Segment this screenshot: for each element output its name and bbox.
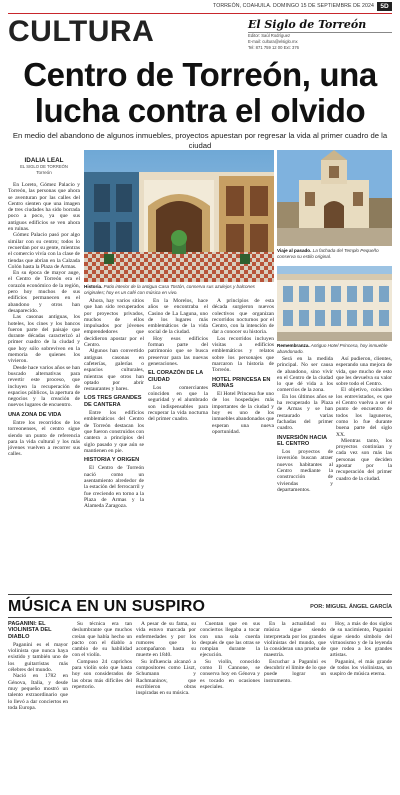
article-column-4 <box>212 298 274 590</box>
paragraph: Escuchar a Paganini es descubrir el límite de lo que puede lograr un instrumento. <box>264 658 326 684</box>
masthead-editor: Editor: Saúl Rodríguez <box>248 33 291 38</box>
caption-text: Patio interior de la antigua Casa Tostón, conserva sus azulejos y balcones originales; hoy es un café con música en vivo. <box>84 284 255 295</box>
byline-city: Torreón <box>36 170 52 175</box>
paragraph: Hoy, a más de dos siglos de su nacimiento, Paganini sigue siendo símbolo del virtuosismo y de la leyenda que rodea a los grandes artistas. <box>330 621 392 659</box>
article-column-5 <box>277 356 333 590</box>
paragraph: Mientras tanto, los proyectos continúan y cada vez son más las personas que deciden apostar por la recuperación del primer cuadro de la ciudad. <box>336 437 392 482</box>
paragraph: Entre los edificios emblemáticos del Centro de Torreón destacan los que fueron construidos con cantera a principios del siglo pasado y que aún se mantienen en pie. <box>84 410 144 454</box>
paragraph: Su influencia alcanzó a compositores como Liszt, Schumann y Rachmaninov, que escribieron obras inspiradas en su música. <box>136 658 196 697</box>
article-byline <box>8 157 80 176</box>
section-title: CULTURA <box>8 15 155 48</box>
photo-hotel-caption <box>277 343 392 354</box>
photo-church-facade <box>277 150 392 246</box>
photo-courtyard-caption <box>84 284 274 295</box>
bottom-section-title: MÚSICA EN UN SUSPIRO <box>8 598 206 615</box>
masthead-email: E-mail: cultura@elsiglo.mx <box>248 39 298 44</box>
section-divider <box>8 617 392 618</box>
column-subheading: EL CORAZÓN DE LA CIUDAD <box>148 370 204 383</box>
column-subheading: HOTEL PRINCESA EN RUINAS <box>212 376 271 389</box>
paragraph: En la actualidad su música sigue siendo interpretada por los grandes violinistas del mundo, que la consideran una prueba de maestría. <box>264 621 326 659</box>
paragraph: A principios de esta década surgieron nuevos colectivos que organizan recorridos nocturnos por el Centro, con la intención de dar a conocer su historia. <box>212 298 274 336</box>
photo-old-hotel <box>277 266 392 341</box>
paragraph: Los recorridos incluyen visitas a edificios emblemáticos y relatos sobre los personajes que marcaron la historia de Torreón. <box>212 335 274 374</box>
column-subheading: INVERSIÓN HACIA EL CENTRO <box>277 434 327 447</box>
music-column-3 <box>136 621 196 789</box>
paragraph: Paganini, el más grande de todos los violinistas, un suspiro de música eterna. <box>330 658 392 678</box>
music-column-4 <box>200 621 260 789</box>
photo-church-caption <box>277 248 392 259</box>
column-subheading: HISTORIA Y ORIGEN <box>84 457 140 464</box>
masthead-phone: Tel: 871 759 12 00 Ext: 376 <box>248 45 299 50</box>
paragraph: Su violín, conocido como Il Cannone, se conserva hoy en Génova y es tocado en ocasiones especiales. <box>200 658 260 690</box>
music-subtitle: PAGANINI: EL VIOLINISTA DEL DIABLO <box>8 621 52 640</box>
church-illustration <box>277 150 392 246</box>
paragraph: El objetivo, coinciden los entrevistados, es que el Centro vuelva a ser el punto de encuentro de todos los laguneros, como lo fue durante buena parte del siglo XX. <box>336 387 392 438</box>
column-subheading: LOS TRES GRANDES DE CANTERA <box>84 395 142 408</box>
paragraph: En la Morelos, hace años se encontraba el Casino de La Laguna, uno de los lugares más emblemáticos de la vida social de la ciudad. <box>148 298 208 336</box>
paragraph: Los comerciantes coinciden en que la seguridad y el alumbrado son indispensables para recuperar la vida nocturna del primer cuadro. <box>148 384 208 423</box>
paragraph: Hoy esos edificios forman parte del patrimonio que se busca preservar para las nuevas generaciones. <box>148 335 208 367</box>
column-subheading: UNA ZONA DE VIDA <box>8 411 62 418</box>
paragraph: Será en la medida principal. No ser causa de abandono, sino vivir en el Centro de la ciudad lo que dé vida a los comercios de la zona. <box>277 356 333 394</box>
paragraph: Así pudieron, clientes, esperando una mejora de vida, que mucho de esto que les devuelva su valor sobre todo el Centro. <box>336 356 392 388</box>
paragraph: El Hotel Princesa fue uno de los hospedajes más importantes de la ciudad y hoy es uno de los inmuebles abandonados que esperan una nueva oportunidad. <box>212 391 274 435</box>
paragraph: Las casonas antiguas, los hoteles, los cines y los bancos fueron parte del paisaje que durante décadas caracterizó al primer cuadro de la ciudad y que hoy sólo sobreviven en la memoria de quienes los vivieron. <box>8 314 80 365</box>
article-column-1 <box>8 182 80 590</box>
byline-paper: EL SIGLO DE TORREÓN <box>20 164 68 169</box>
hotel-illustration <box>277 266 392 341</box>
paragraph: Desde hace varios años se han buscado alternativas para revertir este proceso, que incluyen la recuperación de espacios públicos, la apertura de negocios y la creación de nuevos lugares de encuentro. <box>8 364 80 409</box>
music-column-6 <box>330 621 392 789</box>
paragraph: Gómez Palacio pasó por algo similar con su centro; todos lo recuerdan por su gente, mientras el comercio vivía con la clase de tiendas que abrían en la Calzada Colón hasta la Plaza de Armas. <box>8 232 80 270</box>
paragraph: Paganini es el mayor violinista que nunca haya existido y también uno de los guitarristas más célebres del mundo. <box>8 641 68 674</box>
music-column-1 <box>8 621 68 789</box>
header-rule <box>8 13 392 14</box>
caption-text: Antiguo Hotel Princesa, hoy inmueble abandonado. <box>277 343 388 354</box>
caption-label: Remembranza. <box>277 343 310 348</box>
caption-label: Historia. <box>84 284 103 289</box>
paragraph: En Loreto, Gómez Palacio y Torreón, las personas que ahora se aventuran por las calles del Centro sienten que una imagen de tres ciudades ha sido borrada poco a poco, ya que sus antiguos edificios se ven ahora en ruinas. <box>8 182 80 233</box>
section-divider <box>8 594 392 595</box>
newspaper-logo: El Siglo de Torreón <box>248 18 392 33</box>
music-column-5 <box>264 621 326 789</box>
paragraph: Su técnica era tan deslumbrante que muchos creían que había hecho un pacto con el diablo a cambio de su habilidad con el violín. <box>72 621 132 659</box>
page-number: 5D <box>377 2 392 11</box>
masthead <box>248 18 392 51</box>
paragraph: En los últimos años se ha recuperado la Plaza de Armas y se han restaurado varias fachadas del primer cuadro. <box>277 393 333 432</box>
article-subhead: En medio del abandono de algunos inmuebles, proyectos apuestan por regresar la vida al primer cuadro de la ciudad <box>12 131 388 150</box>
courtyard-illustration <box>84 150 274 282</box>
paragraph: Compuso 24 caprichos para violín solo que hasta hoy son considerados de las obras más difíciles del repertorio. <box>72 658 132 690</box>
paragraph: Nació en 1782 en Génova, Italia, y desde muy pequeño mostró un talento extraordinario que lo llevó a dar conciertos en toda Europa. <box>8 673 68 711</box>
page-header <box>0 0 400 14</box>
photo-courtyard <box>84 150 274 282</box>
article-column-6 <box>336 356 392 590</box>
caption-label: Viaje al pasado. <box>277 248 312 253</box>
article-column-3 <box>148 298 208 590</box>
paragraph: A pesar de su fama, su vida estuvo marcada por enfermedades y por los rumores que lo acompañaron hasta su muerte en 1840. <box>136 621 196 659</box>
byline-author: IDALIA LEAL <box>24 157 64 164</box>
paragraph: Ahora, hay varios sitios que han sido recuperados por proyectos privados, muchos de ellos impulsados por jóvenes emprendedores que decidieron apostar por el Centro. <box>84 298 144 349</box>
article-column-2 <box>84 298 144 590</box>
paragraph: Los proyectos de inversión buscan atraer nuevos habitantes al Centro mediante la construcción de viviendas y departamentos. <box>277 449 333 493</box>
article-headline: Centro de Torreón, una lucha contra el olvido <box>23 56 377 129</box>
paragraph: El Centro de Torreón nació como un asentamiento alrededor de la estación del ferrocarril y fue creciendo en torno a la Plaza de Armas y la Alameda Zaragoza. <box>84 465 144 510</box>
caption-text: La fachada del Templo Pequeño conserva su estilo original. <box>277 248 379 259</box>
paragraph: En su época de mayor auge, el Centro de Torreón era el corazón económico de la región, pero hoy muchos de sus edificios permanecen en el abandono y otros han desaparecido. <box>8 270 80 314</box>
header-date: TORREÓN, COAHUILA. DOMINGO 15 DE SEPTIEMBRE DE 2024 <box>213 3 374 9</box>
paragraph: Cuentan que en sus conciertos llegaba a tocar con una sola cuerda después de que las otras se rompían durante la ejecución. <box>200 621 260 659</box>
music-column-2 <box>72 621 132 789</box>
paragraph: Entre los recorridos de los torreonenses, el centro sigue siendo un punto de referencia para la vida cultural y los más jóvenes vuelven a recorrer sus calles. <box>8 419 80 458</box>
bottom-section-byline: POR: MIGUEL ÁNGEL GARCÍA <box>310 604 392 610</box>
paragraph: Algunos han convertido antiguas casonas en cafeterías, galerías o espacios culturales, mientras que otros han optado por abrir restaurantes y bares. <box>84 348 144 393</box>
